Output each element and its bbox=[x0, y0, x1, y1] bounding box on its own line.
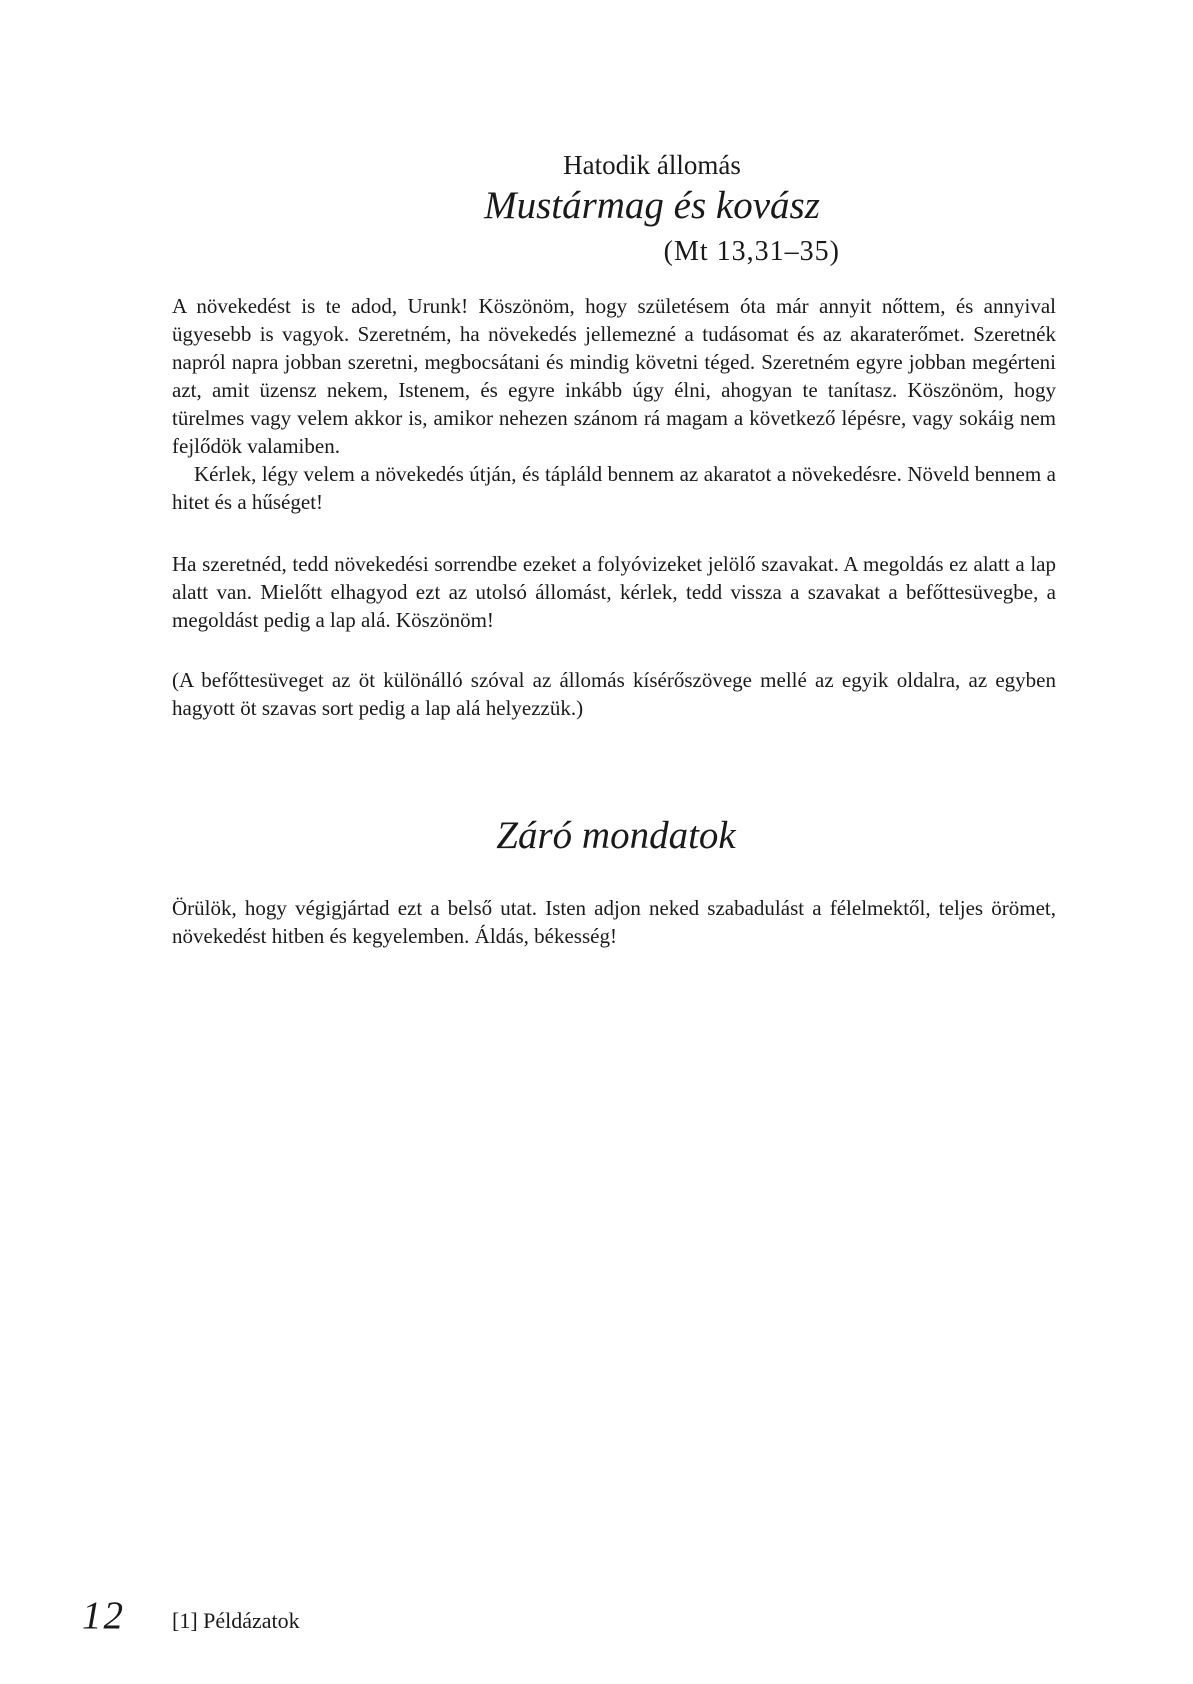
closing-paragraph: Örülök, hogy végigjártad ezt a belső utat. Isten adjon neked szabadulást a félelmektől, teljes örömet, növekedést hitben és kegyelemben. Áldás, békesség! bbox=[172, 896, 1056, 948]
note-paragraph: (A befőttesüveget az öt különálló szóval az állomás kísérőszövege mellé az egyik oldalra, az egyben hagyott öt szavas sort pedig a lap alá helyezzük.) bbox=[172, 668, 1056, 720]
station-label: Hatodik állomás bbox=[563, 150, 741, 180]
station-title: Mustármag és kovász bbox=[484, 184, 820, 227]
page-footer bbox=[82, 1591, 300, 1641]
prayer-paragraph-2: Kérlek, légy velem a növekedés útján, és tápláld bennem az akaratot a növekedésre. Növeld bennem a hitet és a hűséget! bbox=[172, 462, 1056, 514]
placement-note bbox=[172, 666, 1056, 722]
closing-text bbox=[172, 894, 1056, 950]
instruction-paragraph: Ha szeretnéd, tedd növekedési sorrendbe ezeket a folyóvizeket jelölő szavakat. A megoldás ez alatt a lap alatt van. Mielőtt elhagyod ezt az utolsó állomást, kérlek, tedd vissza a szavakat a befőttesüvegbe, a megoldást pedig a lap alá. Köszönöm! bbox=[172, 552, 1056, 632]
bible-reference: (Mt 13,31–35) bbox=[663, 236, 840, 267]
running-title: [1] Példázatok bbox=[172, 1608, 300, 1633]
prayer-paragraph-1: A növekedést is te adod, Urunk! Köszönöm, hogy születésem óta már annyit nőttem, és annyival ügyesebb is vagyok. Szeretném, ha növekedés jellemezné a tudásomat és az akaraterőmet. Szeretnék napról napra jobban szeretni, megbocsátani és mindig követni téged. Szeretném egyre jobban megérteni azt, amit üzensz nekem, Istenem, és egyre inkább úgy élni, ahogyan te tanítasz. Köszönöm, hogy türelmes vagy velem akkor is, amikor nehezen szánom rá magam a következő lépésre, vagy sokáig nem fejlődök valamiben. bbox=[172, 294, 1056, 458]
page-number: 12 bbox=[82, 1594, 125, 1637]
prayer-text bbox=[172, 292, 1056, 516]
closing-title: Záró mondatok bbox=[496, 814, 736, 857]
instruction-text bbox=[172, 550, 1056, 634]
